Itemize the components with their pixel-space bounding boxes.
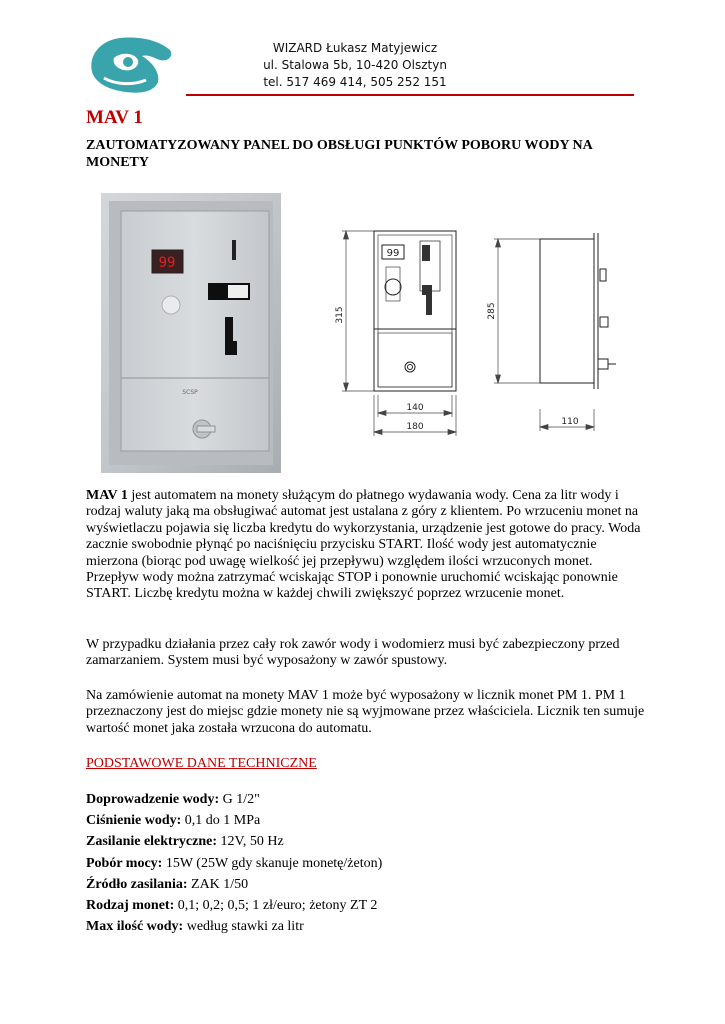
description-paragraph-3: Na zamówienie automat na monety MAV 1 może być wyposażony w licznik monet PM 1. PM 1 przeznaczony jest do miejsc gdzie monety nie są wyjmowane przez właściciela. Licznik ten sumuje wartość monet jaka została wrzucona do automatu. [86,688,645,736]
product-photo [101,193,281,473]
spec-item: Źródło zasilania: ZAK 1/50 [86,876,249,892]
spec-item: Zasilanie elektryczne: 12V, 50 Hz [86,834,284,850]
company-name: WIZARD Łukasz Matyjewicz [272,41,438,55]
company-phone: tel. 517 469 414, 505 252 151 [263,75,447,89]
side-view [540,233,616,389]
dim-label-140: 140 [406,403,424,413]
product-title: MAV 1 [86,107,143,128]
technical-drawing [330,225,630,440]
display-digits: 99 [158,255,176,271]
description-paragraph-2: W przypadku działania przez cały rok zawór wody i wodomierz musi być zabezpieczony przed zamarzaniem. System musi być wyposażony w zawór spustowy. [86,637,620,669]
spec-item: Doprowadzenie wody: G 1/2" [86,792,260,807]
spec-item: Ciśnienie wody: 0,1 do 1 MPa [86,813,261,829]
product-subtitle: ZAUTOMATYZOWANY PANEL DO OBSŁUGI PUNKTÓW POBORU WODY NA MONETY [86,138,593,170]
specs-list [86,789,382,937]
dim-label-180: 180 [406,422,424,432]
dimension-285 [494,239,540,383]
dim-label-110: 110 [561,417,579,427]
company-address: ul. Stalowa 5b, 10-420 Olsztyn [263,58,447,72]
specs-heading: PODSTAWOWE DANE TECHNICZNE [86,756,317,771]
spec-item: Rodzaj monet: 0,1; 0,2; 0,5; 1 zł/euro; żetony ZT 2 [86,897,378,913]
company-info [255,40,455,91]
company-logo [84,32,176,96]
description-paragraph-1 [86,488,646,603]
dimension-315 [342,231,374,391]
spec-item: Max ilość wody: według stawki za litr [86,919,304,935]
description-text-1: jest automatem na monety służącym do płatnego wydawania wody. Cena za litr wody i rodzaj waluty jaką ma obsługiwać automat jest ustalana z góry z klientem. Po wrzuceniu monet na wyświetlaczu pojawia się liczba kredytu do wykorzystania, urządzenie jest gotowe do pracy. Woda zacznie swobodnie płynąć po naciśnięciu przycisku START. Ilość wody jest automatycznie mierzona (biorąc pod uwagę wielkość jej przepływu) względem ilości wrzuconych monet. Przepływ wody można zatrzymać wciskając STOP i ponownie uruchomić wciskając ponownie START. Liczbę kredytu można w każdej chwili zwiększyć poprzez wrzucenie monet. [86,488,641,602]
svg-text:SCSP: SCSP [182,389,198,396]
spec-item: Pobór mocy: 15W (25W gdy skanuje monetę/żeton) [86,855,383,871]
dim-label-315: 315 [335,306,345,324]
coin-slot [232,240,236,260]
drawing-display-digits: 99 [386,248,400,259]
round-button [162,296,180,314]
description-lead: MAV 1 [86,488,128,503]
header-divider [186,94,634,96]
dim-label-285: 285 [487,302,497,320]
